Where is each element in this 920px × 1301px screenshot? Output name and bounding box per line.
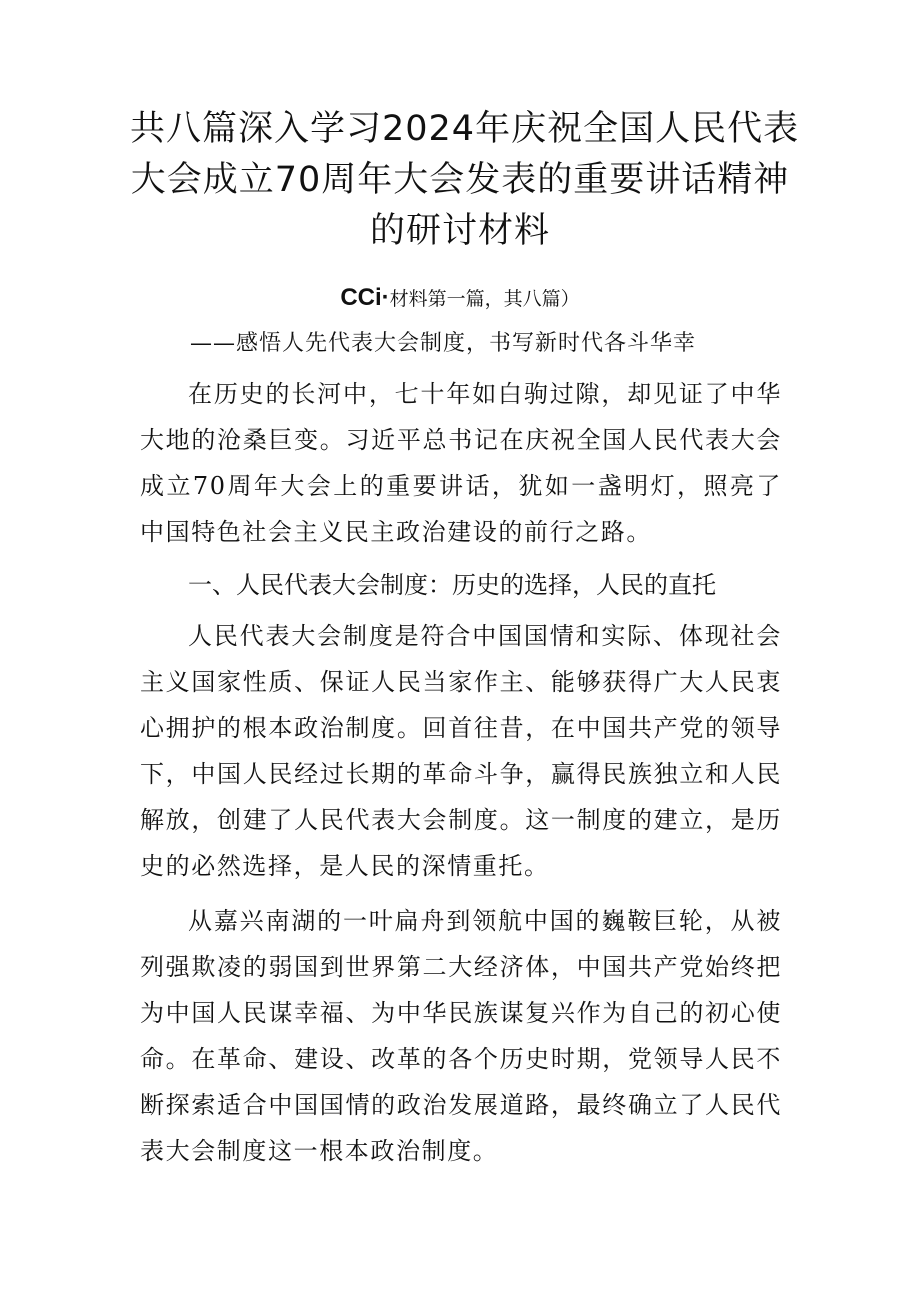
document-title	[130, 104, 800, 257]
body-paragraph: 人民代表大会制度是符合中国国情和实际、体现社会主义国家性质、保证人民当家作主、能够获得广大人民衷心拥护的根本政治制度。回首往昔，在中国共产党的领导下，中国人民经过长期的革命斗争，赢得民族独立和人民解放，创建了人民代表大会制度。这一制度的建立，是历史的必然选择，是人民的深情重托。	[140, 622, 782, 880]
theme-line: ——感悟人先代表大会制度，书写新时代各斗华幸	[190, 331, 697, 356]
title-line: 大会成立70周年大会发表的重要讲话精神	[130, 160, 790, 200]
title-line: 的研讨材料	[369, 211, 550, 251]
document-subtitle	[200, 284, 720, 313]
subtitle-lead: CCi·	[340, 284, 390, 311]
body-paragraph: 从嘉兴南湖的一叶扁舟到领航中国的巍鞍巨轮，从被列强欺凌的弱国到世界第二大经济体，中国共产党始终把为中国人民谋幸福、为中华民族谋复兴作为自己的初心使命。在革命、建设、改革的各个历史时期，党领导人民不断探索适合中国国情的政治发展道路，最终确立了人民代表大会制度这一根本政治制度。	[140, 907, 782, 1165]
body-paragraph: 在历史的长河中，七十年如白驹过隙，却见证了中华大地的沧桑巨变。习近平总书记在庆祝全国人民代表大会成立70周年大会上的重要讲话，犹如一盏明灯，照亮了中国特色社会主义民主政治建设的前行之路。	[140, 380, 782, 546]
title-line: 共八篇深入学习2024年庆祝全国人民代表	[130, 109, 800, 149]
subtitle-text: 材料第一篇，其八篇）	[389, 288, 580, 310]
section-heading: 一、人民代表大会制度：历史的选择，人民的直托	[188, 571, 716, 599]
